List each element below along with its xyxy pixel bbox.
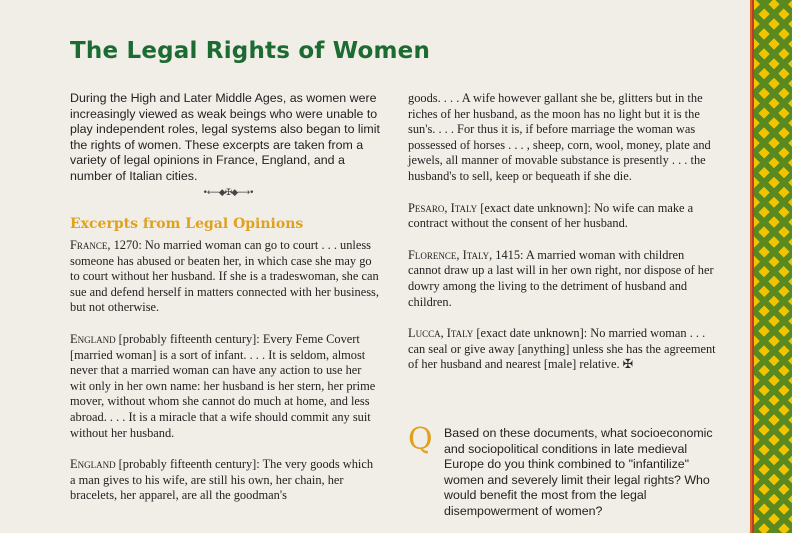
section-heading: Excerpts from Legal Opinions xyxy=(70,216,304,232)
excerpt-place: Florence, Italy, 1415: xyxy=(408,247,524,262)
excerpt-text: [exact date unknown]: No married woman . . . can seal or give away [anything] unless she has the agreement of her husband and nearest [male] relative. ✠ xyxy=(408,326,716,372)
excerpt-england-2-continued xyxy=(408,91,720,185)
left-column xyxy=(70,238,380,520)
excerpt-place: Lucca, Italy xyxy=(408,326,474,341)
question-text: Based on these documents, what socioeconomic and sociopolitical conditions in late medieval Europe do you think combined to "infantilize" women and severely limit their legal rights? Who would benefit the most from the legal disempowerment of women? xyxy=(444,426,713,518)
intro-paragraph: During the High and Later Middle Ages, as women were increasingly viewed as weak beings who were unable to play independent roles, legal systems also began to limit the rights of women. These excerpts are taken from a variety of legal opinions in France, England, and a number of Italian cities. xyxy=(70,91,380,183)
excerpt-text: [probably fifteenth century]: The very goods which a man gives to his wife, are still his own, her chain, her bracelets, her apparel, are all the goodman's xyxy=(70,457,374,503)
excerpt-lucca xyxy=(408,326,720,373)
decorative-border xyxy=(752,0,792,533)
excerpt-france xyxy=(70,238,380,316)
excerpt-text: No married woman can go to court . . . unless someone has abused or beaten her, in which case she may go to court without her husband. If she is a tradeswoman, she can sue and defend herself in matters connected with her business, but not otherwise. xyxy=(70,238,379,315)
excerpt-text: A married woman with children cannot draw up a last will in her own right, nor dispose of her dowry among the living to the detriment of husband and children. xyxy=(408,247,714,309)
excerpt-place: England xyxy=(70,331,116,346)
excerpt-pesaro xyxy=(408,201,720,232)
question-q-icon: Q xyxy=(408,422,433,457)
excerpt-place: France, 1270: xyxy=(70,238,142,252)
excerpt-text: [probably fifteenth century]: Every Feme Covert [married woman] is a sort of infant. . . . It is seldom, almost never that a married woman can have any action to use her wit only in her own name: her husband is her stern, her prime mover, without whom she cannot do much at home, and less abroad. . . . It is a miracle that a wife should commit any suit without her husband. xyxy=(70,331,376,440)
excerpt-text: goods. . . . A wife however gallant she be, glitters but in the riches of her husband, as the moon has no light but it is the sun's. . . . For thus it is, if before marriage the woman was possessed of horses . . . , sheep, corn, wool, money, plate and jewels, all manner of movable substance is presently . . . the husband's to sell, keep or bequeath if she die. xyxy=(408,91,711,183)
excerpt-place: England xyxy=(70,457,116,472)
page-title: The Legal Rights of Women xyxy=(70,38,431,64)
ornament-divider-icon: •⟵◆✠◆⟶• xyxy=(202,188,254,198)
excerpt-text: [exact date unknown]: No wife can make a contract without the consent of her husband. xyxy=(408,200,694,231)
right-column xyxy=(408,91,720,389)
excerpt-england-2 xyxy=(70,457,380,504)
excerpt-florence xyxy=(408,248,720,310)
excerpt-place: Pesaro, Italy xyxy=(408,200,478,215)
excerpt-england-1 xyxy=(70,332,380,441)
